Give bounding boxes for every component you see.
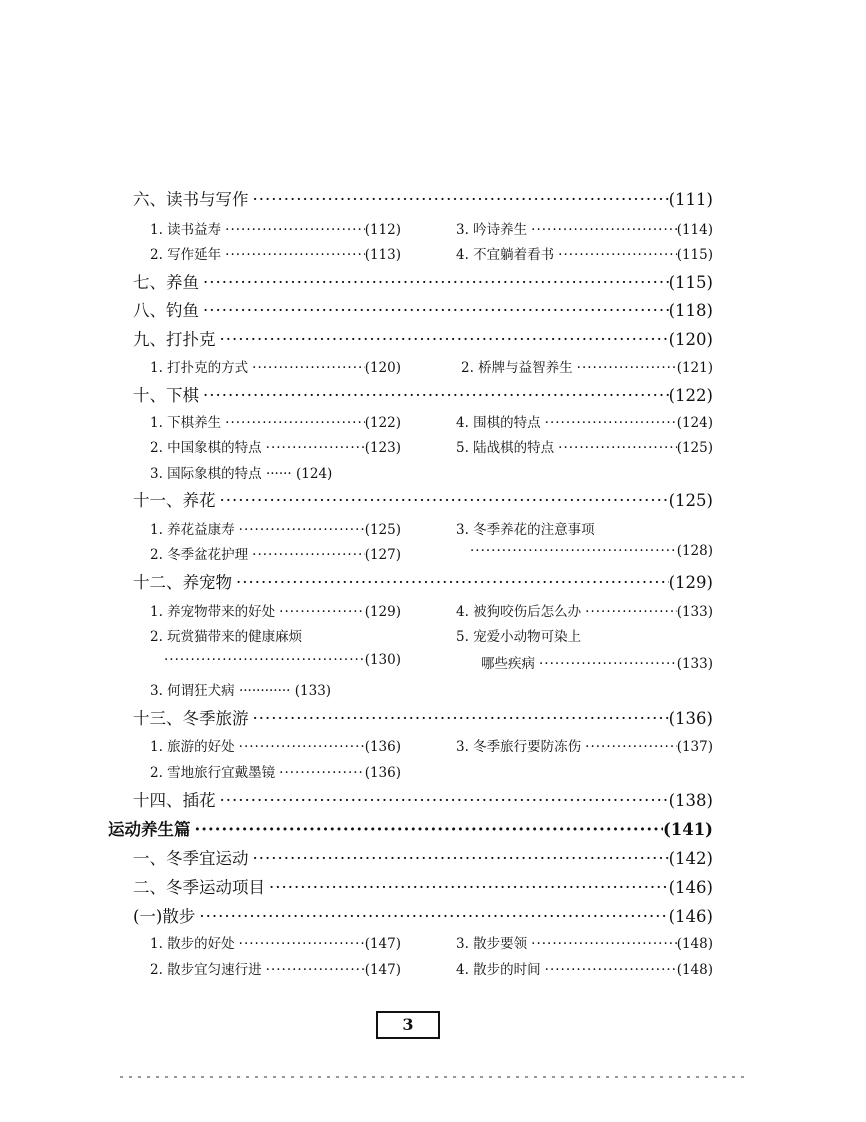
sub-title: 1. 散步的好处 <box>150 936 235 952</box>
entry-page: (146) <box>668 878 713 897</box>
sub-title: 2. 桥牌与益智养生 <box>461 360 573 376</box>
sub-page: (148) <box>676 962 713 978</box>
dot-leader: ······ <box>265 466 292 482</box>
entry-title: 十三、冬季旅游 <box>133 709 249 728</box>
sub-title: 2. 冬季盆花护理 <box>150 547 249 563</box>
dot-leader <box>249 190 669 209</box>
dot-leader <box>232 573 669 592</box>
entry-page: (142) <box>668 849 713 868</box>
toc-subentry <box>456 932 713 952</box>
sub-title: 4. 被狗咬伤后怎么办 <box>456 604 582 620</box>
dot-leader <box>221 247 365 263</box>
entry-title: 二、冬季运动项目 <box>133 878 265 897</box>
sub-title: 哪些疾病 <box>481 656 535 672</box>
sub-title: 4. 散步的时间 <box>456 962 541 978</box>
sub-page: (128) <box>676 543 713 559</box>
entry-page: (136) <box>668 709 713 728</box>
dot-leader <box>527 222 677 238</box>
entry-page: (125) <box>668 491 713 510</box>
sub-page: (147) <box>364 962 401 978</box>
toc-part-heading <box>108 816 713 840</box>
sub-title: 2. 玩赏猫带来的健康麻烦 <box>150 629 303 645</box>
dot-leader <box>199 273 669 292</box>
sub-title: 1. 打扑克的方式 <box>150 360 249 376</box>
dot-leader <box>265 878 669 897</box>
toc-subentry <box>150 600 401 620</box>
sub-title: 3. 冬季养花的注意事项 <box>456 522 595 538</box>
toc-entry <box>133 787 713 811</box>
entry-page: (146) <box>668 907 713 926</box>
dot-leader <box>235 739 365 755</box>
toc-entry <box>133 382 713 406</box>
dot-leader <box>275 765 365 781</box>
toc-subentry <box>456 411 713 431</box>
toc-subentry <box>150 243 401 263</box>
page-number: 3 <box>376 1011 440 1039</box>
entry-title: 十二、养宠物 <box>133 573 232 592</box>
dot-leader <box>221 222 365 238</box>
sub-page: (127) <box>364 547 401 563</box>
sub-page: (136) <box>364 765 401 781</box>
sub-title: 1. 养宠物带来的好处 <box>150 604 276 620</box>
toc-subentry <box>150 761 401 781</box>
dot-leader <box>221 415 365 431</box>
entry-page: (118) <box>668 301 713 320</box>
dot-leader <box>581 739 677 755</box>
sub-page: (133) <box>294 683 332 699</box>
entry-title: 十一、养花 <box>133 491 216 510</box>
toc-entry <box>133 326 713 350</box>
sub-title: 3. 冬季旅行要防冻伤 <box>456 739 582 755</box>
sub-page: (112) <box>364 222 401 238</box>
dot-leader <box>554 440 677 456</box>
sub-title: 5. 宠爱小动物可染上 <box>456 629 582 645</box>
dot-leader <box>249 709 669 728</box>
sub-page: (130) <box>364 652 401 668</box>
sub-title: 2. 雪地旅行宜戴墨镜 <box>150 765 276 781</box>
dot-leader <box>248 547 365 563</box>
entry-page: (122) <box>668 386 713 405</box>
toc-subentry <box>456 243 713 263</box>
sub-page: (137) <box>676 739 713 755</box>
sub-page: (124) <box>296 466 333 482</box>
dot-leader <box>541 962 677 978</box>
sub-page: (133) <box>676 656 713 672</box>
sub-title: 3. 国际象棋的特点 <box>150 466 262 482</box>
entry-page: (115) <box>668 273 713 292</box>
toc-entry <box>133 487 713 511</box>
dot-leader <box>216 791 669 810</box>
sub-title: 1. 旅游的好处 <box>150 739 235 755</box>
entry-title: 十、下棋 <box>133 386 199 405</box>
sub-title: 2. 中国象棋的特点 <box>150 440 262 456</box>
entry-title: 七、养鱼 <box>133 273 199 292</box>
toc-subentry <box>150 625 302 645</box>
sub-page: (124) <box>676 415 713 431</box>
sub-title: 5. 陆战棋的特点 <box>456 440 555 456</box>
dot-leader <box>249 849 669 868</box>
entry-page: (120) <box>668 330 713 349</box>
toc-subentry <box>150 958 401 978</box>
dot-leader <box>195 907 668 926</box>
entry-page: (111) <box>668 190 713 209</box>
sub-title: 2. 写作延年 <box>150 247 222 263</box>
dot-leader <box>581 604 677 620</box>
dot-leader <box>541 415 677 431</box>
toc-subentry <box>150 518 401 538</box>
sub-page: (136) <box>364 739 401 755</box>
sub-title: 4. 不宜躺着看书 <box>456 247 555 263</box>
dot-leader <box>535 656 677 672</box>
toc-entry <box>133 569 713 593</box>
sub-title: 1. 下棋养生 <box>150 415 222 431</box>
entry-title: 九、打扑克 <box>133 330 216 349</box>
toc-entry <box>133 186 713 210</box>
toc-entry <box>133 705 713 729</box>
dot-leader <box>466 543 677 559</box>
entry-page: (138) <box>668 791 713 810</box>
toc-entry <box>133 297 713 321</box>
sub-page: (129) <box>364 604 401 620</box>
sub-title: 1. 养花益康寿 <box>150 522 235 538</box>
toc-subentry <box>456 735 713 755</box>
toc-subentry-continued <box>466 543 713 559</box>
toc-subentry <box>150 218 401 238</box>
dot-leader <box>235 522 365 538</box>
entry-page: (141) <box>662 820 713 839</box>
toc-subentry <box>456 518 595 538</box>
toc-entry <box>133 874 713 898</box>
entry-title: 十四、插花 <box>133 791 216 810</box>
dot-leader <box>199 301 669 320</box>
toc-subentry <box>150 932 401 952</box>
entry-title: 八、钓鱼 <box>133 301 199 320</box>
toc-subentry <box>150 411 401 431</box>
sub-page: (125) <box>364 522 401 538</box>
toc-subentry <box>150 679 331 699</box>
toc-subentry <box>456 436 713 456</box>
dot-leader <box>275 604 365 620</box>
sub-page: (123) <box>364 440 401 456</box>
sub-page: (114) <box>676 222 713 238</box>
sub-page: (115) <box>676 247 713 263</box>
toc-subentry <box>456 600 713 620</box>
sub-page: (148) <box>676 936 713 952</box>
toc-subentry <box>150 462 332 482</box>
entry-title: 一、冬季宜运动 <box>133 849 249 868</box>
entry-title: 六、读书与写作 <box>133 190 249 209</box>
sub-title: 3. 散步要领 <box>456 936 528 952</box>
dot-leader <box>248 360 365 376</box>
dot-leader <box>191 820 663 839</box>
toc-subentry <box>150 543 401 563</box>
toc-subentry <box>150 735 401 755</box>
sub-page: (147) <box>364 936 401 952</box>
toc-entry <box>133 845 713 869</box>
toc-subentry <box>461 356 713 376</box>
sub-title: 1. 读书益寿 <box>150 222 222 238</box>
entry-title: 运动养生篇 <box>108 820 191 839</box>
dot-leader <box>235 936 365 952</box>
toc-subentry <box>456 625 581 645</box>
sub-title: 3. 何谓狂犬病 <box>150 683 235 699</box>
sub-title: 2. 散步宜匀速行进 <box>150 962 262 978</box>
toc-subentry <box>456 958 713 978</box>
toc-entry <box>133 269 713 293</box>
toc-entry <box>133 903 713 927</box>
sub-title: 3. 吟诗养生 <box>456 222 528 238</box>
sub-page: (120) <box>364 360 401 376</box>
toc-subentry <box>456 218 713 238</box>
dot-leader <box>262 962 365 978</box>
toc-subentry-continued <box>160 652 401 668</box>
toc-subentry-continued <box>481 652 713 672</box>
dot-leader <box>573 360 677 376</box>
entry-title: (一)散步 <box>133 907 196 926</box>
sub-page: (122) <box>364 415 401 431</box>
dot-leader <box>554 247 677 263</box>
sub-title: 4. 围棋的特点 <box>456 415 541 431</box>
toc-subentry <box>150 356 401 376</box>
dot-leader <box>527 936 677 952</box>
dot-leader <box>216 491 669 510</box>
sub-page: (113) <box>364 247 401 263</box>
sub-page: (133) <box>676 604 713 620</box>
dot-leader <box>199 386 669 405</box>
entry-page: (129) <box>668 573 713 592</box>
dot-leader <box>160 652 365 668</box>
dot-leader <box>262 440 365 456</box>
sub-page: (125) <box>676 440 713 456</box>
sub-page: (121) <box>676 360 713 376</box>
toc-subentry <box>150 436 401 456</box>
dot-leader <box>216 330 669 349</box>
dot-leader: ············ <box>238 683 291 699</box>
scan-artifact-line <box>120 1076 750 1078</box>
